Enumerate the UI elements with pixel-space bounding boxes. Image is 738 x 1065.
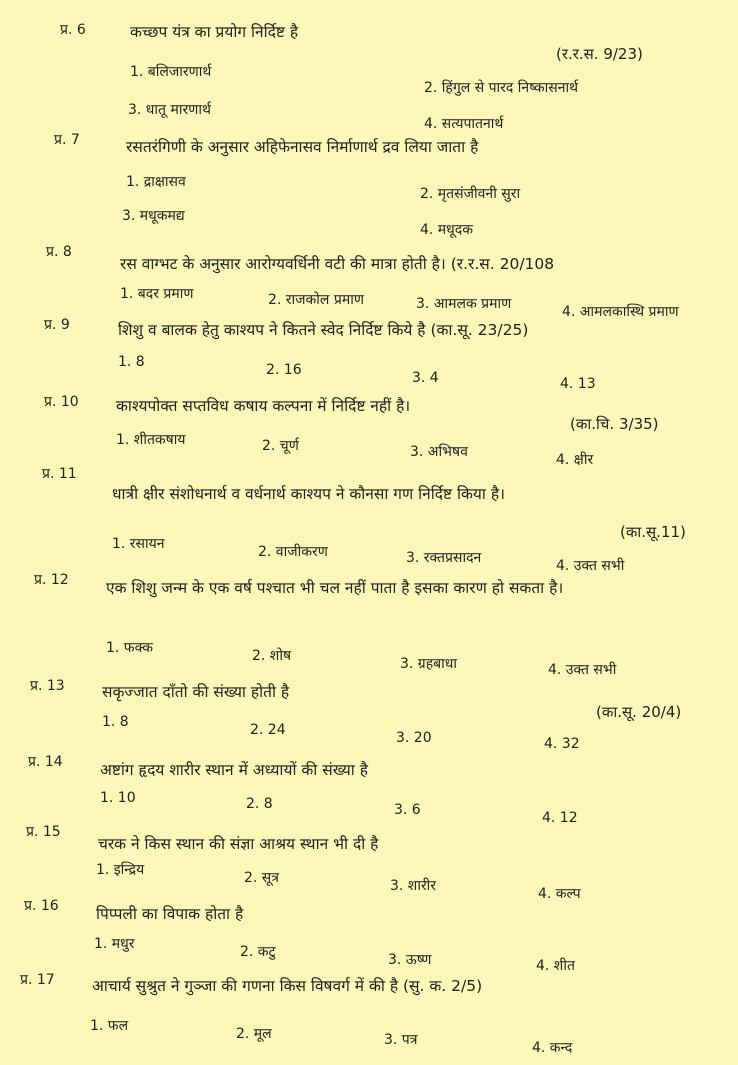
option: 2. मृतसंजीवनी सुरा (420, 186, 521, 202)
option: 3. पत्र (384, 1032, 418, 1048)
option: 4. कल्प (538, 886, 581, 902)
option: 3. आमलक प्रमाण (416, 296, 512, 312)
question-text: धात्री क्षीर संशोधनार्थ व वर्धनार्थ काश्यप ने कौनसा गण निर्दिष्ट किया है। (112, 485, 505, 503)
question-number: प्र. 8 (46, 244, 72, 260)
option: 4. आमलकास्थि प्रमाण (562, 304, 679, 320)
option: 2. सूत्र (244, 870, 279, 886)
question-number: प्र. 16 (24, 898, 59, 914)
option: 3. 4 (412, 370, 439, 386)
option: 4. क्षीर (556, 452, 594, 468)
question-number: प्र. 9 (44, 317, 70, 333)
option: 3. 20 (396, 730, 432, 746)
option: 1. बदर प्रमाण (120, 286, 194, 302)
option: 3. रक्तप्रसादन (406, 550, 482, 566)
option: 2. हिंगुल से पारद निष्कासनार्थ (424, 80, 579, 96)
option: 1. फल (90, 1018, 129, 1034)
option: 1. इन्द्रिय (96, 862, 145, 878)
question-number: प्र. 13 (30, 678, 65, 694)
question-text: रस वाग्भट के अनुसार आरोग्यवर्धिनी वटी की मात्रा होती है। (र.र.स. 20/108 (120, 255, 555, 273)
option: 4. 32 (544, 736, 580, 752)
option: 1. द्राक्षासव (126, 174, 186, 190)
option: 2. 16 (266, 362, 302, 378)
question-number: प्र. 14 (28, 754, 63, 770)
option: 2. मूल (236, 1026, 272, 1042)
option: 4. उक्त सभी (548, 662, 617, 678)
question-text: आचार्य सुश्रुत ने गुञ्जा की गणना किस विषवर्ग में की है (सु. क. 2/5) (92, 977, 483, 995)
question-number: प्र. 6 (60, 22, 86, 38)
option: 2. राजकोल प्रमाण (268, 292, 364, 308)
question-number: प्र. 12 (34, 572, 69, 588)
question-reference: (र.र.स. 9/23) (556, 45, 643, 63)
question-number: प्र. 17 (20, 972, 55, 988)
option: 1. 10 (100, 790, 136, 806)
question-number: प्र. 11 (42, 466, 77, 482)
option: 1. रसायन (112, 536, 165, 552)
question-text: कच्छप यंत्र का प्रयोग निर्दिष्ट है (130, 23, 299, 41)
question-reference: (का.सू.11) (620, 523, 686, 541)
question-text: शिशु व बालक हेतु काश्यप ने कितने स्वेद निर्दिष्ट किये है (का.सू. 23/25) (118, 321, 529, 339)
option: 2. वाजीकरण (258, 544, 328, 560)
option: 2. 24 (250, 722, 286, 738)
option: 1. 8 (118, 354, 145, 370)
question-text: रसतरंगिणी के अनुसार अहिफेनासव निर्माणार्थ द्रव लिया जाता है (126, 138, 479, 156)
option: 1. शीतकषाय (116, 432, 186, 448)
option: 3. शारीर (390, 878, 437, 894)
question-text: पिप्पली का विपाक होता है (96, 905, 244, 923)
option: 1. बलिजारणार्थ (130, 64, 212, 80)
option: 2. 8 (246, 796, 273, 812)
option: 3. ग्रहबाधा (400, 656, 457, 672)
option: 1. 8 (102, 714, 129, 730)
question-text: एक शिशु जन्म के एक वर्ष पश्चात भी चल नहीं पाता है इसका कारण हो सकता है। (106, 579, 564, 597)
option: 4. कन्द (532, 1040, 573, 1056)
option: 4. उक्त सभी (556, 558, 625, 574)
option: 4. 12 (542, 810, 578, 826)
option: 3. धातू मारणार्थ (128, 102, 211, 118)
option: 1. फक्क (106, 640, 153, 656)
option: 4. सत्यपातनार्थ (424, 116, 504, 132)
question-text: अष्टांग हृदय शारीर स्थान में अध्यायों की संख्या है (100, 761, 368, 779)
option: 3. मधूकमद्य (122, 208, 185, 224)
option: 3. अभिषव (410, 444, 468, 460)
question-reference: (का.सू. 20/4) (596, 703, 682, 721)
option: 2. कटु (240, 944, 276, 960)
option: 3. 6 (394, 802, 421, 818)
option: 2. चूर्ण (262, 438, 299, 454)
question-number: प्र. 10 (44, 394, 79, 410)
question-reference: (का.चि. 3/35) (570, 415, 659, 433)
option: 4. 13 (560, 376, 596, 392)
option: 2. शोष (252, 648, 292, 664)
question-text: चरक ने किस स्थान की संज्ञा आश्रय स्थान भी दी है (98, 835, 379, 853)
question-text: सकृज्जात दाँतो की संख्या होती है (102, 683, 290, 701)
question-text: काश्यपोक्त सप्तविध कषाय कल्पना में निर्दिष्ट नहीं है। (116, 397, 411, 415)
question-number: प्र. 7 (54, 132, 80, 148)
option: 3. ऊष्ण (388, 952, 432, 968)
option: 4. शीत (536, 958, 575, 974)
option: 4. मधूदक (420, 222, 473, 238)
option: 1. मधुर (94, 936, 135, 952)
question-number: प्र. 15 (26, 824, 61, 840)
